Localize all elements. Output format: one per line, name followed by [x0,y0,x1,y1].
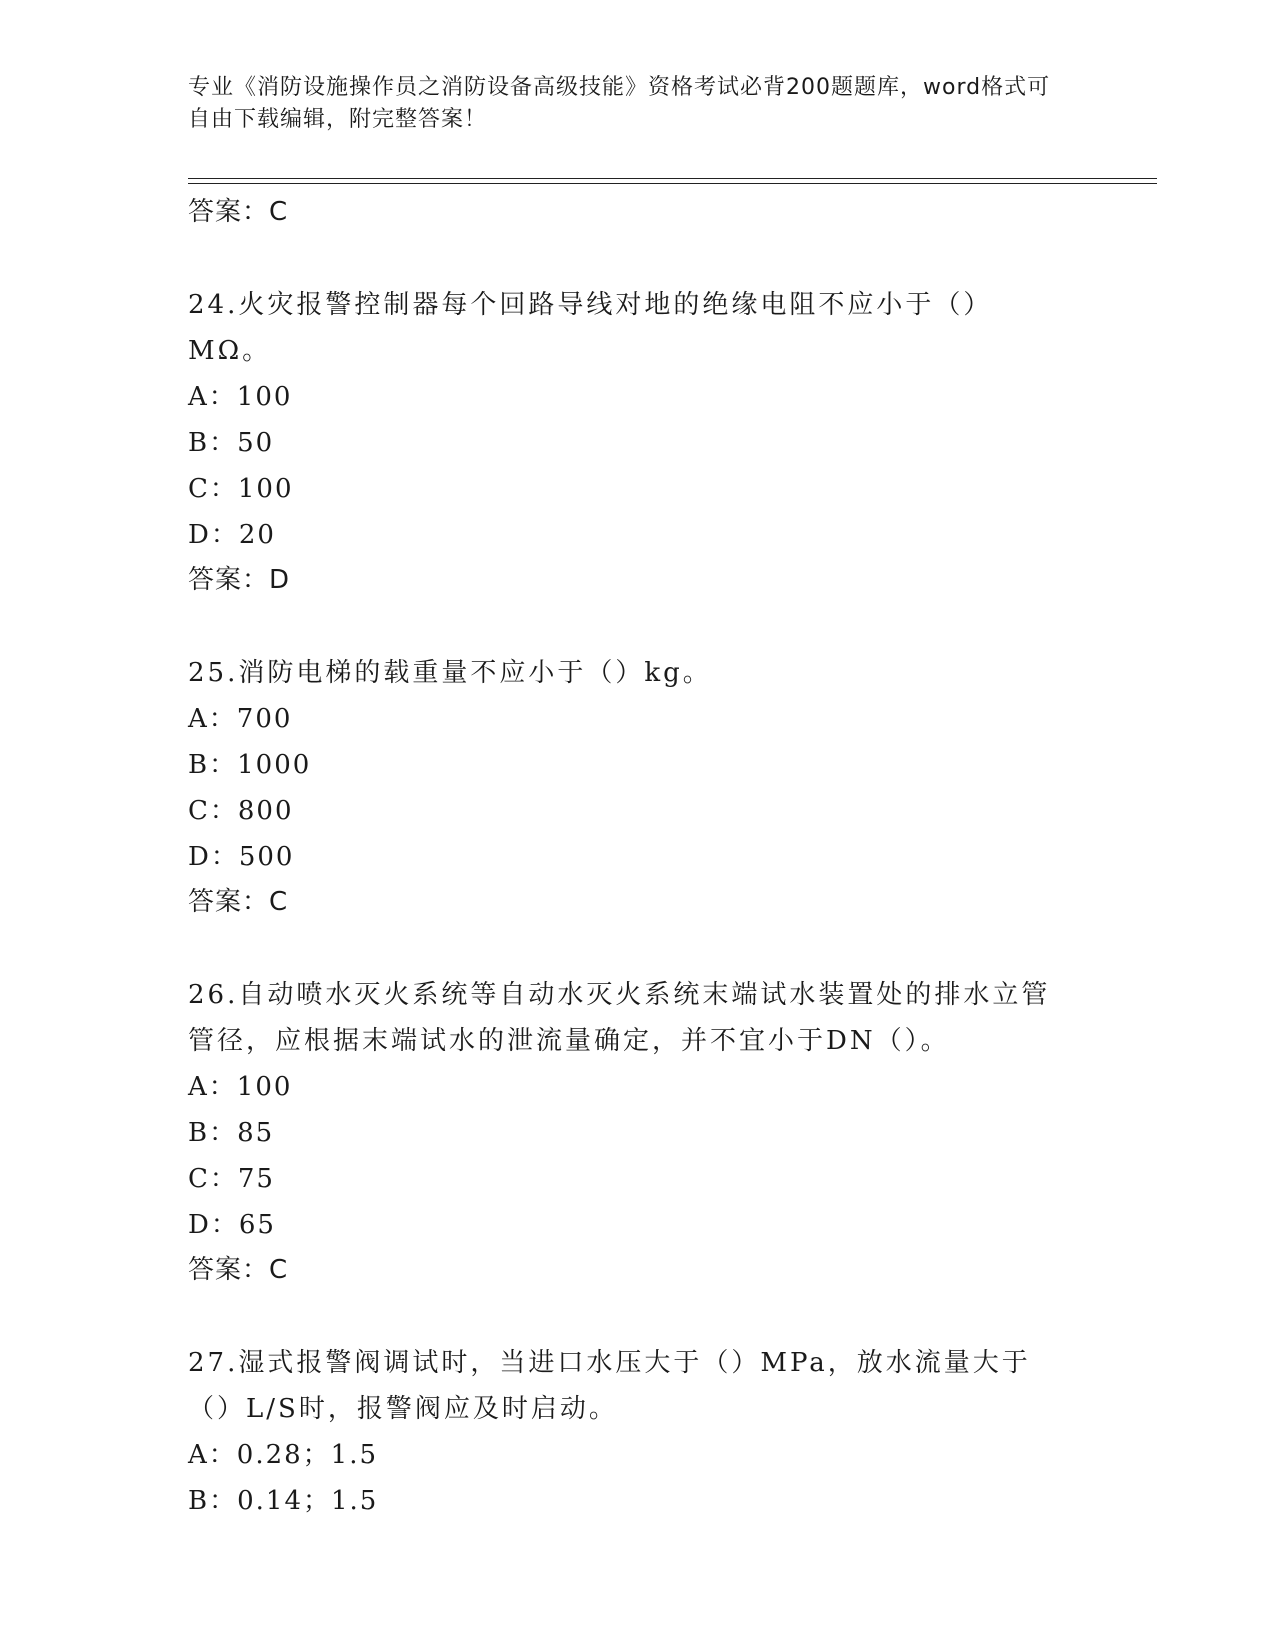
option-b: B：0.14；1.5 [188,1486,379,1516]
option-d: D：20 [188,520,276,550]
header-divider-top [188,178,1157,179]
option-a: A：700 [188,704,293,734]
question-text: 24.火灾报警控制器每个回路导线对地的绝缘电阻不应小于（）MΩ。 [188,290,993,366]
question-24 [188,282,1088,602]
header-text: 专业《消防设施操作员之消防设备高级技能》资格考试必背200题题库，word格式可自由下载编辑，附完整答案！ [188,75,1051,132]
question-text: 26.自动喷水灭火系统等自动水灭火系统末端试水装置处的排水立管管径，应根据末端试水的泄流量确定，并不宜小于DN（）。 [188,980,1051,1056]
question-text: 25.消防电梯的载重量不应小于（）kg。 [188,658,712,688]
option-b: B：50 [188,428,275,458]
option-b: B：85 [188,1118,275,1148]
question-list [188,190,1088,1524]
option-c: C：75 [188,1164,275,1194]
question-25 [188,650,1088,924]
answer: 答案：D [188,565,291,595]
option-a: A：0.28；1.5 [188,1440,379,1470]
option-b: B：1000 [188,750,312,780]
option-d: D：500 [188,842,295,872]
question-27 [188,1340,1088,1524]
question-text: 27.湿式报警阀调试时，当进口水压大于（）MPa，放水流量大于（）L/S时，报警阀应及时启动。 [188,1348,1031,1424]
option-d: D：65 [188,1210,276,1240]
previous-answer: 答案：C [188,197,289,227]
answer: 答案：C [188,1255,289,1285]
document-header [188,72,1068,136]
option-c: C：100 [188,474,294,504]
answer: 答案：C [188,887,289,917]
option-a: A：100 [188,382,293,412]
option-a: A：100 [188,1072,293,1102]
question-26 [188,972,1088,1292]
option-c: C：800 [188,796,294,826]
header-divider-bottom [188,183,1157,184]
